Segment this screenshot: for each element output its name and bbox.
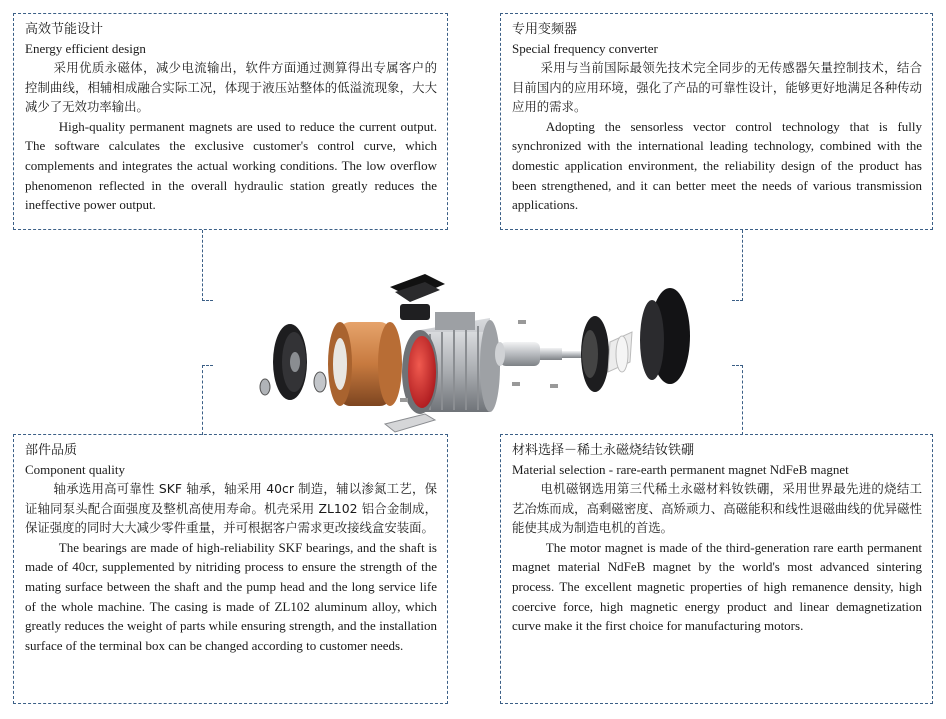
panel-title-zh: 材料选择－稀土永磁烧结钕铁硼 <box>512 443 695 458</box>
base-plate <box>385 414 435 432</box>
bearing <box>260 379 270 395</box>
fan-cover <box>640 288 690 384</box>
connector-top-left <box>202 230 213 301</box>
panel-text-zh: 轴承选用高可靠性 SKF 轴承，轴采用 40cr 制造，辅以渗氮工艺，保证轴同泵头配合面强度及整机高使用寿命。机壳采用 ZL102 铝合金制成，保证强度的同时大大减少零件重量，并可根据客户需求更改接线盒安装面。 <box>25 481 437 536</box>
panel-title-en: Energy efficient design <box>25 41 146 56</box>
panel-text-en: The bearings are made of high-reliability SKF bearings, and the shaft is made of 40cr, supplemented by nitriding process to ensure the strength of the mating surface between the shaft and the pump head and the long service life of the whole machine. The casing is made of ZL102 aluminum alloy, which greatly reduces the weight of parts while ensuring strength, and the installation surface of the terminal box can be changed according to customer needs. <box>25 539 437 653</box>
connector-top-right <box>732 230 743 301</box>
motor-housing <box>402 312 500 414</box>
panel-special-frequency-converter <box>500 13 933 230</box>
bearing <box>314 372 326 392</box>
exploded-motor-illustration <box>250 262 700 442</box>
panel-text-en: Adopting the sensorless vector control technology that is fully synchronized with the international leading technology, combined with the domestic application environment, the reliability design of the product has been strengthened, and it can better meet the needs of various transmission applications. <box>512 118 922 213</box>
panel-title-zh: 专用变频器 <box>512 22 578 37</box>
panel-text-en: High-quality permanent magnets are used to reduce the current output. The software calculates the exclusive customer's control curve, which complements and integrates the actual working conditions. The low overflow phenomenon reflected in the overall hydraulic station greatly reduces the ineffective power output. <box>25 118 437 213</box>
connector-bottom-left <box>202 365 213 435</box>
rear-end-cover <box>581 316 609 392</box>
panel-title-en: Material selection - rare-earth permanent magnet NdFeB magnet <box>512 462 849 477</box>
stator-winding <box>328 322 402 406</box>
magnet-rotor-red <box>408 336 436 408</box>
panel-material-selection <box>500 434 933 704</box>
panel-title-zh: 高效节能设计 <box>25 22 104 37</box>
panel-title-zh: 部件品质 <box>25 443 78 458</box>
panel-text-zh: 采用优质永磁体，减少电流输出，软件方面通过测算得出专属客户的控制曲线，相辅相成融合实际工况，体现于液压站整体的低溢流现象，大大减少了无效功率输出。 <box>25 60 437 115</box>
panel-energy-efficient-design <box>13 13 448 230</box>
rotor-shaft <box>495 342 588 366</box>
panel-title-en: Component quality <box>25 462 126 477</box>
panel-text-zh: 电机磁钢选用第三代稀土永磁材料钕铁硼，采用世界最先进的烧结工艺冶炼而成，高剩磁密度、高矫顽力、高磁能积和线性退磁曲线的优异磁性能使其成为制造电机的首选。 <box>512 481 922 536</box>
connector-bottom-right <box>732 365 743 435</box>
panel-text-zh: 采用与当前国际最领先技术完全同步的无传感器矢量控制技术，结合目前国内的应用环境，强化了产品的可靠性设计，能够更好地满足各种传动应用的需求。 <box>512 60 922 115</box>
panel-component-quality <box>13 434 448 704</box>
front-end-cover <box>273 324 307 400</box>
cooling-fan <box>608 332 632 372</box>
panel-text-en: The motor magnet is made of the third-generation rare earth permanent magnet material NdFeB magnet by the world's most advanced sintering process. The excellent magnetic properties of high remanence density, high coercive force, high magnetic energy product and linear demagnetization curve make it the first choice for manufacturing motors. <box>512 539 922 634</box>
panel-title-en: Special frequency converter <box>512 41 658 56</box>
